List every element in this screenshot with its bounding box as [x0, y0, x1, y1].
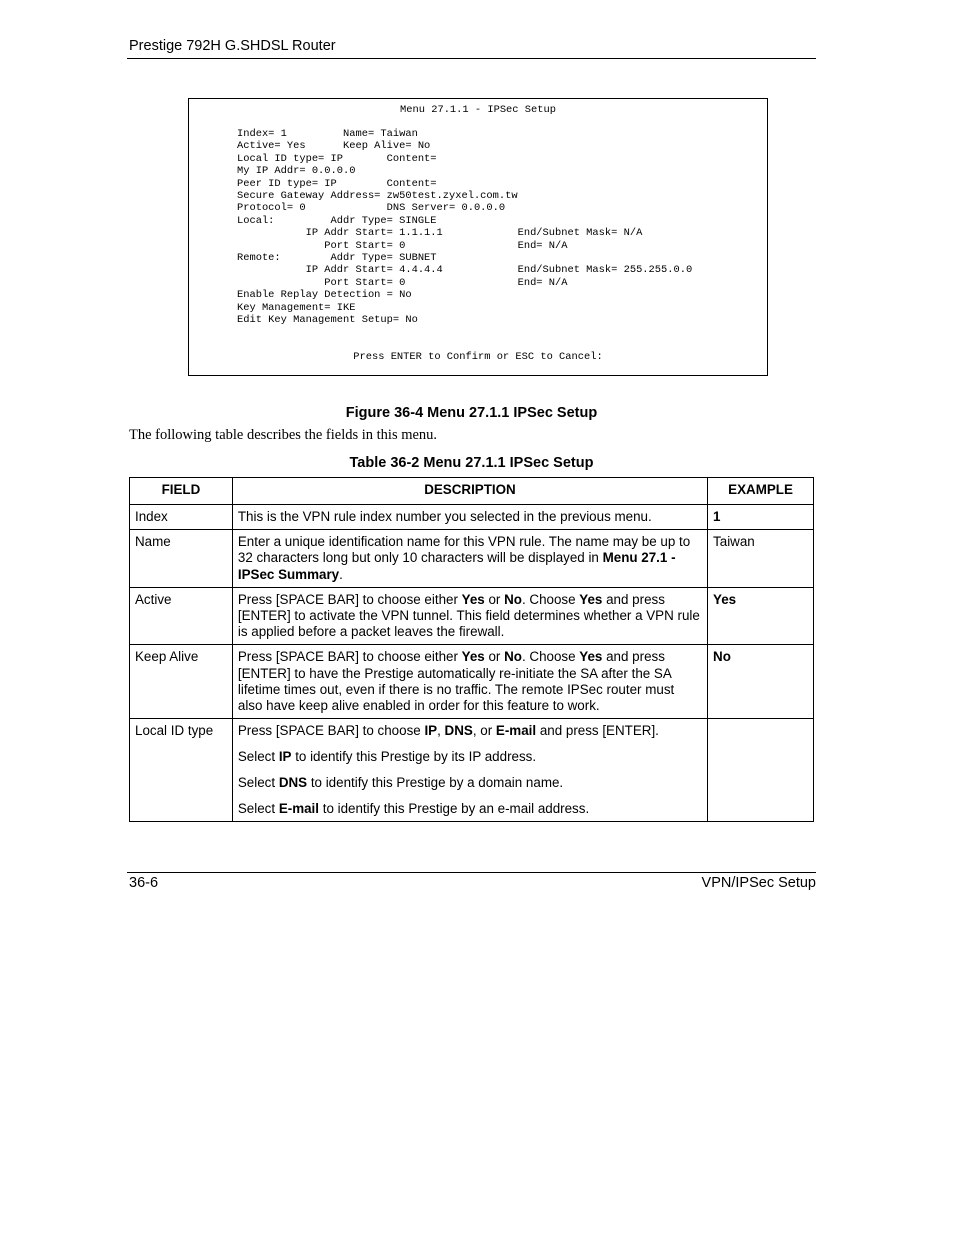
table-header-row [130, 478, 814, 505]
table-row [130, 530, 814, 588]
description-bold-text: IP [424, 723, 438, 739]
field-cell: Active [130, 587, 233, 645]
screen-title: Menu 27.1.1 - IPSec Setup [400, 104, 556, 116]
fields-table [129, 477, 814, 822]
description-text: and press [ENTER] to activate the VPN tunnel. This field determines whether a VPN rule is applied before a packet leaves the firewall. [237, 591, 700, 640]
description-paragraph [238, 801, 702, 817]
description-bold-text: Yes [461, 649, 485, 665]
header-title: Prestige 792H G.SHDSL Router [129, 38, 336, 54]
description-text: or [484, 591, 505, 607]
column-header: EXAMPLE [708, 478, 814, 505]
description-bold-text: E-mail [278, 801, 319, 817]
description-text: , or [472, 723, 496, 739]
description-text: Press [SPACE BAR] to choose either [237, 649, 462, 665]
field-cell: Keep Alive [130, 645, 233, 719]
description-bold-text: No [504, 591, 522, 607]
screen-line: Key Management= IKE [237, 301, 356, 314]
figure-caption: Figure 36-4 Menu 27.1.1 IPSec Setup [345, 405, 598, 421]
description-paragraph [238, 775, 702, 791]
screen-line: IP Addr Start= 1.1.1.1 End/Subnet Mask= N/A [237, 227, 643, 240]
description-cell [232, 719, 707, 822]
description-cell [232, 645, 707, 719]
description-paragraph [238, 723, 702, 739]
screen-line: My IP Addr= 0.0.0.0 [237, 165, 356, 178]
example-cell: Taiwan [708, 530, 814, 588]
description-paragraph [238, 509, 702, 525]
screen-body [237, 128, 692, 327]
description-cell [232, 587, 707, 645]
description-text: Press [SPACE BAR] to choose either [237, 591, 462, 607]
table-row [130, 587, 814, 645]
screen-line: Active= Yes Keep Alive= No [237, 140, 431, 153]
screen-line: Peer ID type= IP Content= [237, 177, 437, 190]
description-cell [232, 530, 707, 588]
description-text: to identify this Prestige by a domain name. [307, 775, 564, 791]
table-row [130, 645, 814, 719]
description-bold-text: DNS [278, 775, 308, 791]
screen-line: Port Start= 0 End= N/A [237, 276, 568, 289]
field-cell: Local ID type [130, 719, 233, 822]
column-header: DESCRIPTION [232, 478, 707, 505]
field-cell: Name [130, 530, 233, 588]
screen-prompt: Press ENTER to Confirm or ESC to Cancel: [353, 351, 603, 363]
description-bold-text: No [504, 649, 522, 665]
description-paragraph [238, 649, 702, 714]
example-cell: No [708, 645, 814, 719]
description-cell [232, 505, 707, 530]
description-paragraph [238, 749, 702, 765]
description-bold-text: E-mail [495, 723, 537, 739]
field-cell: Index [130, 505, 233, 530]
description-text: Select [237, 801, 279, 817]
screen-line: Remote: Addr Type= SUBNET [237, 252, 437, 265]
description-bold-text: DNS [444, 723, 473, 739]
screen-line: Index= 1 Name= Taiwan [237, 128, 418, 140]
description-text: or [484, 649, 505, 665]
description-text: This is the VPN rule index number you selected in the previous menu. [237, 509, 652, 524]
page-number: 36-6 [129, 875, 159, 891]
description-text: and press [ENTER]. [536, 723, 659, 739]
description-text: . [339, 566, 343, 582]
example-cell [708, 719, 814, 822]
description-text: Enter a unique identification name for this VPN rule. The name may be up to 32 characters long but only 10 characters will be displayed in [237, 534, 691, 566]
description-paragraph [238, 592, 702, 641]
description-bold-text: Yes [579, 591, 603, 607]
table-row [130, 719, 814, 822]
screen-line: Protocol= 0 DNS Server= 0.0.0.0 [237, 202, 506, 215]
description-bold-text: IP [278, 749, 292, 765]
description-text: . Choose [521, 649, 580, 665]
description-bold-text: Yes [461, 591, 485, 607]
table-caption: Table 36-2 Menu 27.1.1 IPSec Setup [349, 455, 594, 471]
description-text: to identify this Prestige by its IP address. [291, 749, 537, 765]
section-name: VPN/IPSec Setup [701, 875, 816, 891]
description-bold-text: Yes [579, 649, 603, 665]
screen-line: IP Addr Start= 4.4.4.4 End/Subnet Mask= 255.255.0.0 [237, 264, 693, 277]
description-text: Press [SPACE BAR] to choose [237, 723, 425, 739]
screen-line: Enable Replay Detection = No [237, 289, 412, 302]
description-text: , [437, 723, 445, 739]
table-row [130, 505, 814, 530]
footer-rule [127, 872, 816, 873]
screen-line: Secure Gateway Address= zw50test.zyxel.com.tw [237, 190, 518, 203]
description-text: . Choose [521, 591, 580, 607]
column-header: FIELD [130, 478, 233, 505]
description-paragraph [238, 534, 702, 583]
description-text: and press [ENTER] to have the Prestige automatically re-initiate the SA after the SA lifetime times out, even if there is no traffic. The remote IPSec router must also have keep alive enabled in order for this feature to work. [237, 649, 675, 714]
header-rule [127, 58, 816, 59]
screen-line: Local ID type= IP Content= [237, 152, 437, 165]
example-cell: 1 [708, 505, 814, 530]
description-bold-text: Menu 27.1 - IPSec Summary [237, 550, 676, 582]
description-text: to identify this Prestige by an e-mail address. [319, 801, 590, 817]
description-text: Select [237, 775, 279, 791]
screen-line: Port Start= 0 End= N/A [237, 239, 568, 252]
screen-line: Edit Key Management Setup= No [237, 314, 418, 327]
description-text: Select [237, 749, 279, 765]
intro-text: The following table describes the fields in this menu. [129, 427, 438, 443]
screen-line: Local: Addr Type= SINGLE [237, 214, 437, 227]
terminal-screen [188, 98, 768, 376]
example-cell: Yes [708, 587, 814, 645]
